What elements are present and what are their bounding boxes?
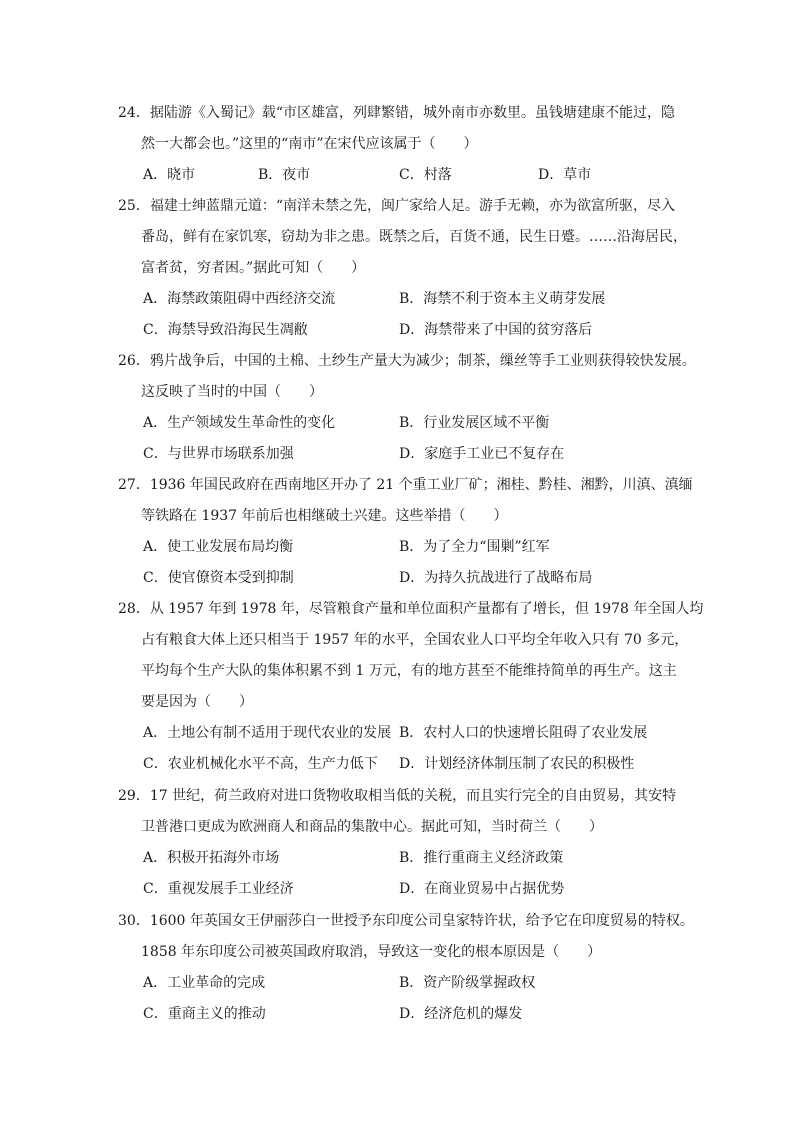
stem-line: 卫普港口更成为欧洲商人和商品的集散中心。据此可知，当时荷兰（ ） xyxy=(141,819,603,835)
option-d[interactable]: D．草市 xyxy=(538,167,592,183)
stem-line: 这反映了当时的中国（ ） xyxy=(141,384,323,400)
option-c[interactable]: C．农业机械化水平不高，生产力低下 xyxy=(143,756,378,772)
option-b[interactable]: B．为了全力“围剿”红军 xyxy=(399,539,550,555)
option-b[interactable]: B．夜市 xyxy=(258,167,311,183)
stem-line: 25．福建士绅蓝鼎元道：“南洋未禁之先，闽广家给人足。游手无赖，亦为欲富所驱，尽入 xyxy=(118,198,675,214)
stem-line: 29．17 世纪，荷兰政府对进口货物收取相当低的关税，而且实行完全的自由贸易，其安特 xyxy=(118,788,677,804)
stem-line: 要是因为（ ） xyxy=(141,694,253,710)
options-row xyxy=(120,439,690,470)
option-d[interactable]: D．为持久抗战进行了战略布局 xyxy=(399,570,593,586)
options-row xyxy=(120,999,690,1030)
stem-line: 然一大都会也。”这里的“南市”在宋代应该属于（ ） xyxy=(141,136,478,152)
option-c[interactable]: C．村落 xyxy=(399,167,452,183)
question-stem xyxy=(118,906,694,968)
question-25 xyxy=(120,191,690,346)
stem-line: 27．1936 年国民政府在西南地区开办了 21 个重工业厂矿；湘桂、黔桂、湘黔，川滇、滇缅 xyxy=(118,477,693,493)
options-row xyxy=(120,968,690,999)
option-b[interactable]: B．推行重商主义经济政策 xyxy=(399,850,564,866)
option-d[interactable]: D．家庭手工业已不复存在 xyxy=(399,446,565,462)
option-d[interactable]: D．计划经济体制压制了农民的积极性 xyxy=(399,756,635,772)
stem-line: 26．鸦片战争后，中国的土棉、土纱生产量大为减少；制茶，缫丝等手工业则获得较快发展。 xyxy=(118,353,696,369)
stem-line: 番岛，鲜有在家饥寒，窃劫为非之患。既禁之后，百货不通，民生日蹙。……沿海居民， xyxy=(141,229,687,245)
option-d[interactable]: D．经济危机的爆发 xyxy=(399,1006,523,1022)
options-row xyxy=(120,408,690,439)
option-a[interactable]: A．海禁政策阻碍中西经济交流 xyxy=(143,291,336,307)
option-a[interactable]: A．生产领域发生革命性的变化 xyxy=(143,415,336,431)
question-stem xyxy=(120,781,690,843)
option-d[interactable]: D．海禁带来了中国的贫穷落后 xyxy=(399,322,593,338)
question-stem xyxy=(118,346,696,408)
option-b[interactable]: B．资产阶级掌握政权 xyxy=(399,975,536,991)
question-27 xyxy=(118,470,693,594)
option-a[interactable]: A．晓市 xyxy=(143,167,196,183)
question-29 xyxy=(120,781,690,905)
question-stem xyxy=(118,470,693,532)
stem-line: 24．据陆游《入蜀记》载“市区雄富，列肆繁错，城外南市亦数里。虽钱塘建康不能过，隐 xyxy=(118,105,675,121)
options-row xyxy=(120,843,690,874)
options-row xyxy=(120,749,690,780)
option-c[interactable]: C．重商主义的推动 xyxy=(143,1006,266,1022)
options-row xyxy=(120,718,690,749)
question-stem xyxy=(120,98,690,160)
question-stem xyxy=(120,191,690,284)
option-c[interactable]: C．与世界市场联系加强 xyxy=(143,446,294,462)
option-a[interactable]: A．土地公有制不适用于现代农业的发展 xyxy=(143,725,392,741)
question-stem xyxy=(118,594,704,718)
stem-line: 平均每个生产大队的集体积累不到 1 万元，有的地方甚至不能维持简单的再生产。这主 xyxy=(141,663,677,679)
stem-line: 占有粮食大体上还只相当于 1957 年的水平，全国农业人口平均全年收入只有 70 多元， xyxy=(141,632,689,648)
options-row xyxy=(120,284,690,315)
options-row xyxy=(120,315,690,346)
options-row xyxy=(120,563,690,594)
option-c[interactable]: C．重视发展手工业经济 xyxy=(143,881,294,897)
option-c[interactable]: C．使官僚资本受到抑制 xyxy=(143,570,294,586)
question-30 xyxy=(118,906,694,1030)
stem-line: 等铁路在 1937 年前后也相继破土兴建。这些举措（ ） xyxy=(141,508,508,524)
option-b[interactable]: B．行业发展区域不平衡 xyxy=(399,415,550,431)
option-b[interactable]: B．海禁不利于资本主义萌芽发展 xyxy=(399,291,606,307)
option-a[interactable]: A．工业革命的完成 xyxy=(143,975,266,991)
option-b[interactable]: B．农村人口的快速增长阻碍了农业发展 xyxy=(399,725,648,741)
stem-line: 富者贫，穷者困。”据此可知（ ） xyxy=(141,260,366,276)
stem-line: 1858 年东印度公司被英国政府取消，导致这一变化的根本原因是（ ） xyxy=(141,944,602,960)
stem-line: 28．从 1957 年到 1978 年，尽管粮食产量和单位面积产量都有了增长，但 1978 年全国人均 xyxy=(118,601,704,617)
options-row xyxy=(120,160,690,191)
option-d[interactable]: D．在商业贸易中占据优势 xyxy=(399,881,565,897)
option-c[interactable]: C．海禁导致沿海民生凋敝 xyxy=(143,322,308,338)
option-a[interactable]: A．积极开拓海外市场 xyxy=(143,850,280,866)
options-row xyxy=(120,532,690,563)
option-a[interactable]: A．使工业发展布局均衡 xyxy=(143,539,294,555)
question-28 xyxy=(118,594,704,780)
question-26 xyxy=(118,346,696,470)
question-24 xyxy=(120,98,690,191)
options-row xyxy=(120,874,690,905)
stem-line: 30．1600 年英国女王伊丽莎白一世授予东印度公司皇家特许状，给予它在印度贸易的特权。 xyxy=(118,913,694,929)
